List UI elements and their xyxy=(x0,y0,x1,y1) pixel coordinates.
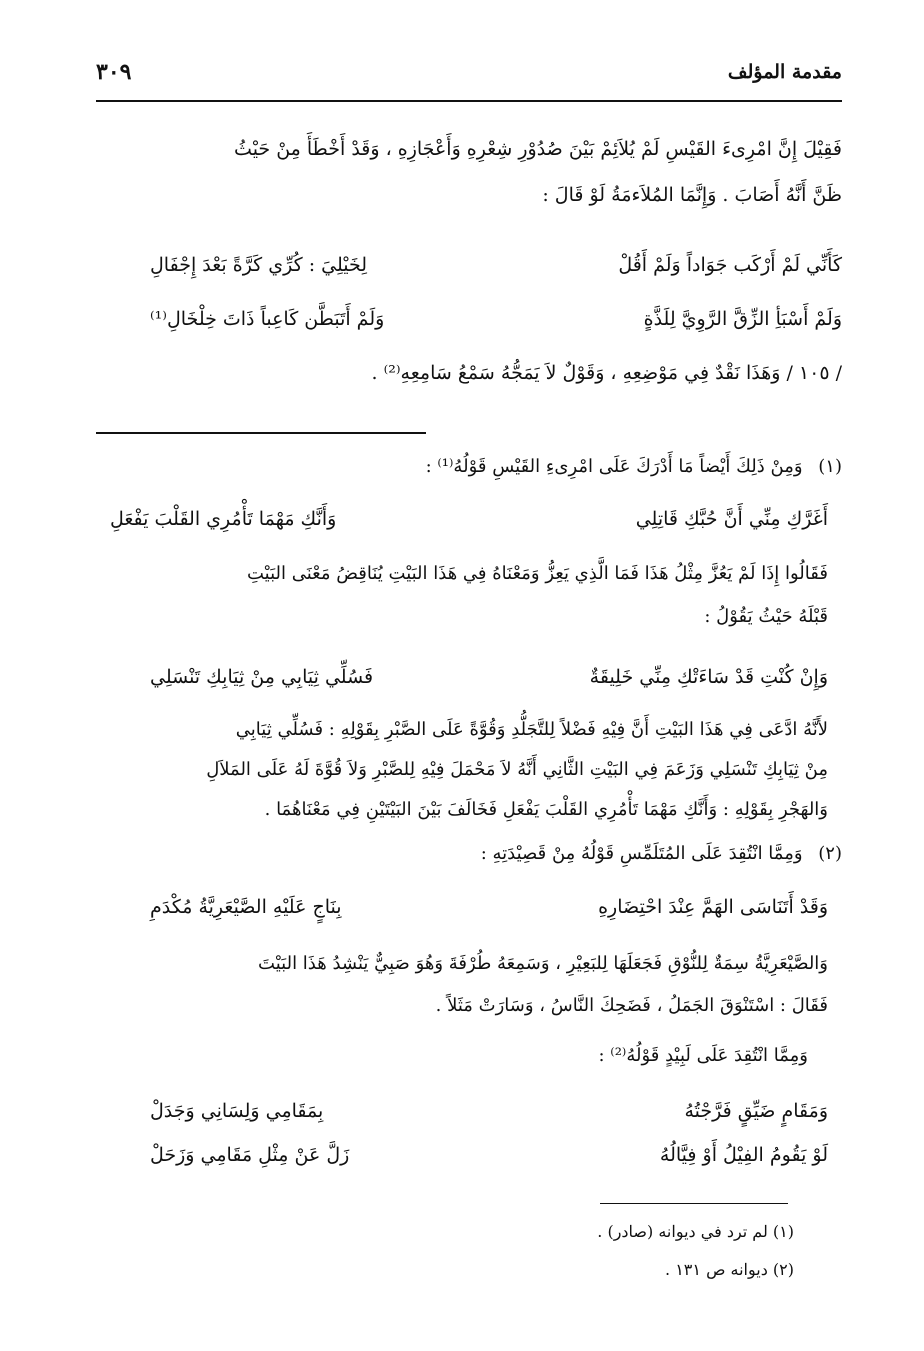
note-1-intro-text: وَمِنْ ذَلِكَ أَيْضاً مَا أَدْرَكَ عَلَى امْرِىءِ القَيْسِ قَوْلُهُ⁽¹⁾ : xyxy=(425,456,803,477)
note-2-verse-2-first: وَمَقَامٍ ضَيِّقٍ فَرَّجْتُهُ xyxy=(684,1100,828,1122)
header-rule xyxy=(96,100,842,102)
note-1-verse-2 xyxy=(150,656,828,698)
note-2-verse-3-first: لَوْ يَقُومُ الفِيْلُ أَوْ فِيَّالُهُ xyxy=(659,1144,828,1166)
note-2-verse-3-second: زَلَّ عَنْ مِثْلِ مَقَامِي وَزَحَلْ xyxy=(150,1144,350,1166)
note-2-paragraph-1-line-1: وَالصَّيْعَرِيَّةُ سِمَةٌ لِلنُّوْقِ فَجَعَلَهَا لِلبَعِيْرِ ، وَسَمِعَهُ طُرْفَةَ وَهُوَ صَبِيٌّ يَنْشِدُ هَذَا البَيْتَ xyxy=(258,953,828,974)
note-1-verse-1-second: وَأَنَّكِ مَهْمَا تَأْمُرِي القَلْبَ يَفْعَلِ xyxy=(110,508,337,530)
note-2-verse-1-second: بِنَاجٍ عَلَيْهِ الصَّيْعَرِيَّةُ مُكْدَمِ xyxy=(150,896,342,918)
note-1-paragraph-1-line-1: فَقَالُوا إِذَا لَمْ يَعُزَّ مِثْلُ هَذَا فَمَا الَّذِي يَعِزُّ وَمَعْنَاهُ فِي هَذَا البَيْتِ يُنَاقِضُ مَعْنَى البَيْتِ xyxy=(246,563,828,584)
verse-2-second-hemistich: وَلَمْ أَتَبَطَّن كَاعِباً ذَاتَ خِلْخَالِ⁽¹⁾ xyxy=(150,308,385,330)
main-paragraph-1-line-1: فَقِيْلَ إِنَّ امْرِىءَ القَيْسِ لَمْ يُلاَئِمْ بَيْنَ صُدُوْرِ شِعْرِهِ وَأَعْجَازِهِ ، وَقَدْ أَخْطَأَ مِنْ حَيْثُ xyxy=(234,138,842,160)
note-2-verse-2 xyxy=(150,1090,828,1132)
poem-verse-1 xyxy=(150,244,842,286)
footnote-1: (١) لم ترد في ديوانه (صادر) . xyxy=(597,1222,794,1241)
footnote-separator xyxy=(600,1203,788,1204)
page-number: ٣٠٩ xyxy=(96,59,132,85)
verse-2-first-hemistich: وَلَمْ أَسْبَأِ الزِّقَّ الرَّوِيَّ لِلَذَّةٍ xyxy=(643,308,842,330)
note-1-paragraph-2-line-1: لأَنَّهُ ادَّعَى فِي هَذَا البَيْتِ أَنَّ فِيْهِ فَضْلاً لِلتَّجَلُّدِ وَقُوَّةً عَلَى الصَّبْرِ بِقَوْلِهِ : فَسُلِّي ثِيَابِي xyxy=(235,719,828,740)
note-2-verse-2-second: بِمَقَامِي وَلِسَانِي وَجَدَلْ xyxy=(150,1100,324,1122)
note-1-paragraph-1-line-2: قَبْلَهُ حَيْثُ يَقُوْلُ : xyxy=(704,606,828,627)
running-header xyxy=(96,54,842,90)
note-1-verse-2-first: وَإِنْ كُنْتِ قَدْ سَاءَتْكِ مِنِّي خَلِيقَةٌ xyxy=(589,666,828,688)
footnote-2: (٢) ديوانه ص ١٣١ . xyxy=(665,1260,794,1279)
notes-separator xyxy=(96,432,426,434)
note-2-paragraph-1-line-2: فَقَالَ : اسْتَنْوَقَ الجَمَلُ ، فَضَحِكَ النَّاسُ ، وَسَارَتْ مَثَلاً . xyxy=(435,995,828,1016)
note-1-verse-2-second: فَسُلِّي ثِيَابِي مِنْ ثِيَابِكِ تَنْسَلِي xyxy=(150,666,374,688)
note-1-paragraph-2-line-2: مِنْ ثِيَابِكِ تَنْسَلِي وَزَعَمَ فِي البَيْتِ الثَّانِي أَنَّهُ لاَ مَحْمَلَ فِيْهِ لِلصَّبْرِ وَلاَ قُوَّةَ لَهُ عَلَى المَلاَلِ xyxy=(206,759,828,780)
note-2-verse-1-first: وَقَدْ أَتَنَاسَى الهَمَّ عِنْدَ احْتِضَارِهِ xyxy=(598,896,828,918)
note-2-verse-1 xyxy=(150,886,828,928)
note-1-verse-1-first: أَغَرَّكِ مِنِّي أَنَّ حُبَّكِ قَاتِلِي xyxy=(635,508,828,530)
verse-1-first-hemistich: كَأَنِّي لَمْ أَرْكَب جَوَاداً وَلَمْ أَقُلْ xyxy=(618,254,842,276)
note-2-number: (٢) xyxy=(818,843,842,864)
main-paragraph-2: / ١٠٥ / وَهَذَا نَقْدٌ فِي مَوْضِعِهِ ، وَقَوْلٌ لاَ يَمَجُّهُ سَمْعُ سَامِعِهِ⁽²⁾ . xyxy=(371,362,842,384)
note-1-paragraph-2-line-3: وَالهَجْرِ بِقَوْلِهِ : وَأَنَّكِ مَهْمَا تَأْمُرِي القَلْبَ يَفْعَلِ فَخَالَفَ بَيْنَ البَيْتَيْنِ فِي مَعْنَاهُمَا . xyxy=(264,799,828,820)
note-1-intro xyxy=(96,447,842,487)
note-1-number: (١) xyxy=(818,456,842,477)
note-2-paragraph-2: وَمِمَّا انْتُقِدَ عَلَى لَبِيْدٍ قَوْلُهُ⁽²⁾ : xyxy=(598,1045,808,1066)
note-2-intro-text: وَمِمَّا انْتُقِدَ عَلَى المُتَلَمِّسِ قَوْلُهُ مِنْ قَصِيْدَتِهِ : xyxy=(480,843,803,864)
note-2-intro xyxy=(96,834,842,874)
note-2-verse-3 xyxy=(150,1134,828,1176)
poem-verse-2 xyxy=(150,298,842,340)
verse-1-second-hemistich: لِخَيْلِيَ : كُرِّي كَرَّةً بَعْدَ إِجْفَالِ xyxy=(150,254,368,276)
note-1-verse-1 xyxy=(110,498,828,540)
main-paragraph-1-line-2: ظَنَّ أَنَّهُ أَصَابَ . وَإِنَّمَا المُلاَءمَةُ لَوْ قَالَ : xyxy=(542,184,842,206)
header-title: مقدمة المؤلف xyxy=(727,61,842,83)
